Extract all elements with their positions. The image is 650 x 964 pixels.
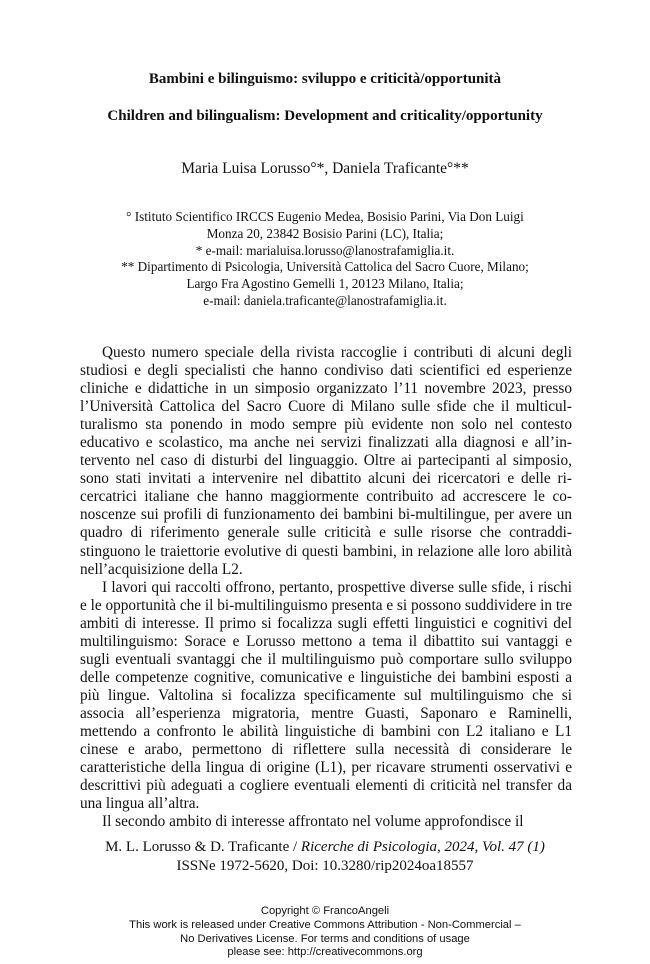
affiliation-line: Monza 20, 23842 Bosisio Parini (LC), Italia;	[206, 225, 444, 241]
license-line: No Derivatives License. For terms and conditions of usage	[180, 932, 470, 945]
affiliation-email-line: e-mail: daniela.traficante@lanostrafamiglia.it.	[203, 292, 447, 308]
license-link-line: please see: http://creativecommons.org	[227, 946, 423, 959]
license-line: This work is released under Creative Commons Attribution - Non-Commercial –	[129, 918, 521, 931]
license-notice	[0, 905, 650, 960]
author-list: Maria Luisa Lorusso°*, Daniela Traficante°**	[181, 160, 469, 177]
citation-line	[0, 838, 650, 857]
body-paragraph: Questo numero speciale della rivista raccoglie i contributi di alcuni degli studiosi e degli specialisti che hanno condiviso dati scientifici ed esperienze cliniche e didattiche in un simposio organizzato l’11 novembre 2023, presso l’Università Cattolica del Sacro Cuore di Milano sulle sfide che il multiculturalismo sta ponendo in modo sempre più evidente non solo nel contesto educativo e scolastico, ma anche nei servizi finalizzati alla diagnosi e all’intervento nel caso di disturbi del linguaggio. Oltre ai partecipanti al simposio, sono stati invitati a intervenire nel dibattito alcuni dei ricercatori e delle ricercatrici italiane che hanno maggiormente contribuito ad accrescere le conoscenze sui profili di funzionamento dei bambini bi-multilingue, per avere un quadro di riferimento generale sulle criticità e sulle risorse che contraddistinguono le traiettorie evolutive di questi bambini, in relazione alle loro abilità nell’acquisizione della L2.	[80, 344, 572, 578]
article-title-italian: Bambini e bilinguismo: sviluppo e criticità/opportunità	[148, 71, 502, 87]
citation-authors: M. L. Lorusso & D. Traficante /	[105, 839, 301, 855]
affiliation-line: ** Dipartimento di Psicologia, Università Cattolica del Sacro Cuore, Milano;	[121, 259, 529, 275]
body-paragraph: Il secondo ambito di interesse affrontato nel volume approfondisce il	[102, 813, 524, 831]
citation-journal: Ricerche di Psicologia, 2024, Vol. 47 (1)	[300, 839, 545, 855]
affiliation-email-line: * e-mail: marialuisa.lorusso@lanostrafamiglia.it.	[195, 242, 455, 258]
article-body	[80, 344, 572, 831]
body-paragraph: I lavori qui raccolti offrono, pertanto, prospettive diverse sulle sfide, i rischi e le opportunità che il bi-multilinguismo presenta e si possono suddividere in tre ambiti di interesse. Il primo si focalizza sugli effetti linguistici e cognitivi del multilinguismo: Sorace e Lorusso mettono a tema il dibattito sui vantaggi e sugli eventuali svantaggi che il multilinguismo può comportare sullo sviluppo delle competenze cognitive, comunicative e linguistiche dei bambini esposti a più lingue. Valtolina si focalizza specificamente sul multilinguismo che si associa all’esperienza migratoria, mentre Guasti, Saponaro e Raminelli, mettendo a confronto le abilità linguistiche di bambini con L2 italiano e L1 cinese e arabo, permettono di riflettere sulla necessità di considerare le caratteristiche della lingua di origine (L1), per ricavare strumenti osservativi e descrittivi più adeguati a cogliere eventuali elementi di criticità nel transfer da una lingua all’altra.	[80, 578, 572, 813]
affiliations	[95, 209, 555, 310]
citation-footer	[0, 838, 650, 876]
copyright-line: Copyright © FrancoAngeli	[260, 905, 390, 917]
affiliation-line: ° Istituto Scientifico IRCCS Eugenio Medea, Bosisio Parini, Via Don Luigi	[126, 209, 524, 224]
citation-issn-doi: ISSNe 1972-5620, Doi: 10.3280/rip2024oa18557	[176, 858, 474, 874]
affiliation-line: Largo Fra Agostino Gemelli 1, 20123 Milano, Italia;	[186, 276, 464, 292]
article-title-english: Children and bilingualism: Development and criticality/opportunity	[107, 108, 543, 124]
